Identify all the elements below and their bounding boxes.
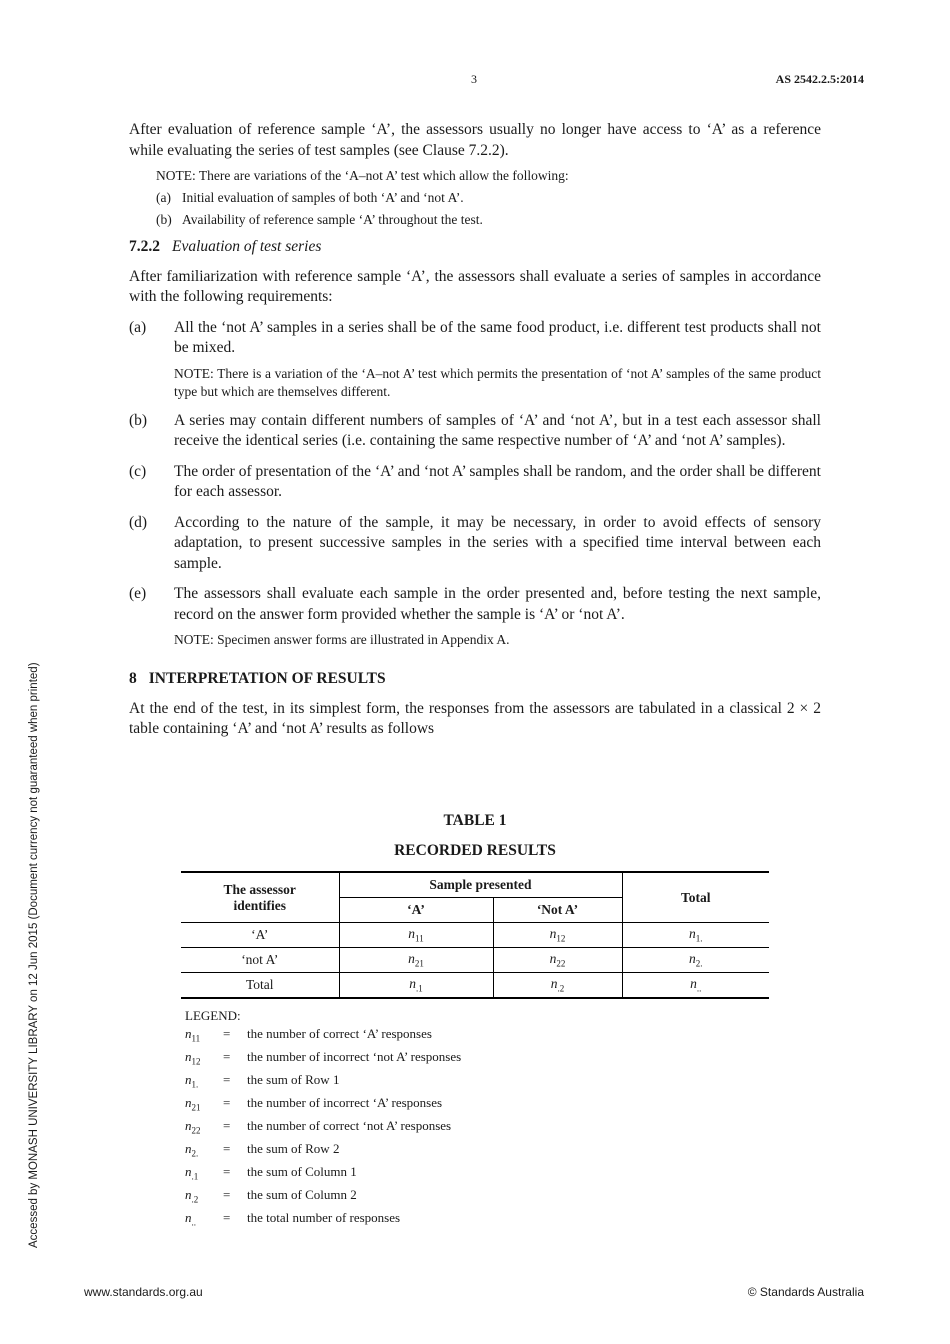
footer-website[interactable]: www.standards.org.au [84,1285,203,1299]
legend-text: the number of correct ‘A’ responses [247,1025,432,1041]
legend-text: the sum of Column 1 [247,1164,357,1180]
list-item [129,584,821,625]
legend-row [185,1209,461,1232]
header-not-a: ‘Not A’ [493,898,622,923]
legend-symbol: $n_{2.}$ [185,1140,199,1159]
legend-text: the sum of Column 2 [247,1187,357,1203]
legend-text: the number of correct ‘not A’ responses [247,1117,452,1133]
row-label: ‘not A’ [181,948,339,973]
legend-row [185,1094,461,1117]
legend-row [185,1025,461,1048]
clause-number: 7.2.2 [129,238,160,255]
list-item-text: The assessors shall evaluate each sample in the order presented and, before testing the next sample, record on the answer form provided whether the sample is ‘A’ or ‘not A’. [174,585,821,623]
table-title: RECORDED RESULTS [394,842,556,859]
table-row [181,948,769,973]
intro-note-item [156,189,821,207]
legend-symbol: $n_{22}$ [185,1117,201,1136]
legend-symbol: $n_{11}$ [185,1025,201,1044]
standard-number: AS 2542.2.5:2014 [775,72,864,86]
clause-paragraph: After familiarization with reference sample ‘A’, the assessors shall evaluate a series of samples in accordance with the following requirements: [129,267,821,305]
list-item-label: (a) [129,318,147,336]
table-row [181,973,769,999]
intro-paragraph: After evaluation of reference sample ‘A’, the assessors usually no longer have access to ‘A’ as a reference while evaluating the series of test samples (see Clause 7.2.2). [129,121,821,159]
legend-equals: = [223,1117,231,1133]
table-cell: $n_{.2}$ [493,973,622,999]
section-heading [129,669,821,690]
list-item-note: NOTE: Specimen answer forms are illustrated in Appendix A. [174,632,510,647]
legend-text: the number of incorrect ‘not A’ responses [247,1048,462,1064]
legend-equals: = [223,1140,231,1156]
access-watermark: Accessed by MONASH UNIVERSITY LIBRARY on 12 Jun 2015 (Document currency not guaranteed when printed) [28,662,40,1248]
list-item-label: (d) [129,513,148,531]
list-item-text: According to the nature of the sample, it may be necessary, in order to avoid effects of sensory adaptation, to present successive samples in the series with a specified time interval between each sample. [174,513,821,572]
list-item [129,513,821,575]
table-row [181,923,769,948]
legend-text: the sum of Row 1 [247,1071,340,1087]
intro-note: NOTE: There are variations of the ‘A–not A’ test which allow the following: [156,168,569,183]
section-paragraph: At the end of the test, in its simplest form, the responses from the assessors are tabulated in a classical 2 × 2 table containing ‘A’ and ‘not A’ results as follows [129,699,821,737]
table-cell: $n_{22}$ [493,948,622,973]
list-item-text: A series may contain different numbers of samples of ‘A’ and ‘not A’, but in a test each assessor shall receive the identical series (i.e. containing the same respective number of ‘A’ and ‘not A’ samples). [174,411,821,449]
row-label: Total [181,973,339,999]
legend-row [185,1048,461,1071]
table-cell: $n_{1.}$ [622,923,769,948]
header-total: Total [622,872,769,923]
section-number: 8 [129,670,137,687]
note-item-text: Initial evaluation of samples of both ‘A’ and ‘not A’. [182,190,464,205]
footer-copyright: © Standards Australia [747,1285,864,1299]
legend-symbol: $n_{.2}$ [185,1187,199,1205]
legend-row [185,1163,461,1186]
clause-heading [129,237,821,258]
intro-note-item [156,211,821,229]
results-table [181,871,769,999]
legend-symbol: $n_{12}$ [185,1048,201,1067]
row-label: ‘A’ [181,923,339,948]
table-cell: $n_{2.}$ [622,948,769,973]
legend-row [185,1186,461,1209]
page-number: 3 [471,72,477,86]
clause-title: Evaluation of test series [172,238,322,255]
list-item [129,462,821,503]
list-item-note: NOTE: There is a variation of the ‘A–not A’ test which permits the presentation of ‘not A’ samples of the same product type but which are themselves different. [174,365,821,399]
legend-equals: = [223,1164,231,1180]
section-title: INTERPRETATION OF RESULTS [148,670,386,687]
list-item-label: (e) [129,585,147,602]
table-cell: $n_{..}$ [622,973,769,999]
legend-equals: = [223,1071,231,1087]
legend [185,1007,461,1232]
table-cell: $n_{11}$ [339,923,493,948]
legend-row [185,1140,461,1163]
list-item [129,318,821,359]
legend-symbol: $n_{.1}$ [185,1164,199,1182]
legend-row [185,1117,461,1140]
legend-symbol: $n_{1.}$ [185,1071,199,1090]
header-a: ‘A’ [339,898,493,923]
note-item-text: Availability of reference sample ‘A’ throughout the test. [182,212,483,227]
legend-symbol: $n_{21}$ [185,1094,201,1113]
legend-symbol: $n_{..}$ [185,1210,196,1228]
legend-text: the sum of Row 2 [247,1140,340,1156]
note-item-label: (b) [156,212,172,227]
list-item-label: (b) [129,411,148,429]
list-item [129,411,821,452]
table-cell: $n_{.1}$ [339,973,493,999]
legend-equals: = [223,1025,231,1041]
header-sample-presented: Sample presented [339,872,622,898]
legend-equals: = [223,1210,231,1226]
list-item-text: The order of presentation of the ‘A’ and ‘not A’ samples shall be random, and the order shall be different for each assessor. [174,462,821,500]
list-item-text: All the ‘not A’ samples in a series shall be of the same food product, i.e. different test products shall not be mixed. [174,318,821,356]
legend-text: the total number of responses [247,1210,401,1226]
list-item-label: (c) [129,462,147,480]
legend-row [185,1071,461,1094]
legend-text: the number of incorrect ‘A’ responses [247,1094,443,1110]
table-label: TABLE 1 [443,812,507,829]
legend-equals: = [223,1094,231,1110]
header-identifies: The assessor identifies [181,872,339,923]
legend-equals: = [223,1048,231,1064]
legend-equals: = [223,1187,231,1203]
table-cell: $n_{21}$ [339,948,493,973]
note-item-label: (a) [156,190,171,205]
table-cell: $n_{12}$ [493,923,622,948]
main-content [129,120,821,740]
legend-heading: LEGEND: [185,1008,241,1023]
